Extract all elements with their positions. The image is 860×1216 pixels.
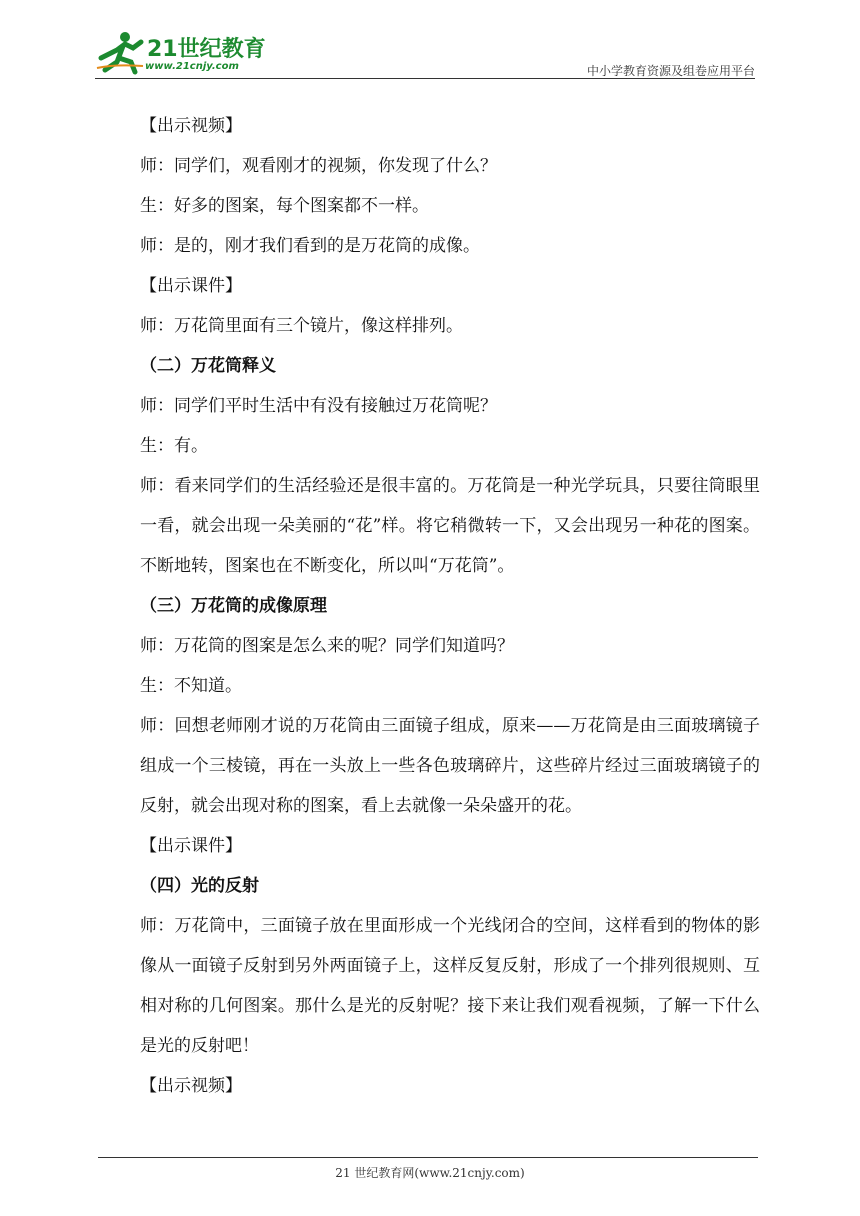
footer-divider [98,1157,758,1158]
text-paragraph: 师：万花筒的图案是怎么来的呢？同学们知道吗？ [140,636,514,656]
document-body [140,106,760,1106]
text-paragraph: 【出示视频】 [140,1076,242,1096]
text-paragraph: 师：看来同学们的生活经验还是很丰富的。万花筒是一种光学玩具，只要往筒眼里一看，就会出现一朵美丽的“花”样。将它稍微转一下，又会出现另一种花的图案。不断地转，图案也在不断变化，所以叫“万花筒”。 [140,476,760,576]
text-paragraph: 师：同学们平时生活中有没有接触过万花筒呢？ [140,396,497,416]
text-paragraph: 生：不知道。 [140,676,242,696]
runner-logo-icon [95,28,147,76]
text-paragraph: 生：有。 [140,436,208,456]
logo-text: 21世纪教育 [147,37,266,62]
page-footer: 21 世纪教育网(www.21cnjy.com) [335,1166,525,1180]
text-paragraph: 师：回想老师刚才说的万花筒由三面镜子组成，原来——万花筒是由三面玻璃镜子组成一个三棱镜，再在一头放上一些各色玻璃碎片，这些碎片经过三面玻璃镜子的反射，就会出现对称的图案，看上去就像一朵朵盛开的花。 [140,716,760,816]
text-paragraph: 【出示视频】 [140,116,242,136]
section-heading: （三）万花筒的成像原理 [140,596,327,616]
header-divider [95,78,755,79]
text-paragraph: 【出示课件】 [140,836,242,856]
text-paragraph: 师：万花筒中，三面镜子放在里面形成一个光线闭合的空间，这样看到的物体的影像从一面镜子反射到另外两面镜子上，这样反复反射，形成了一个排列很规则、互相对称的几何图案。那什么是光的反射呢？接下来让我们观看视频，了解一下什么是光的反射吧！ [140,916,760,1056]
page-header [95,28,755,80]
platform-name: 中小学教育资源及组卷应用平台 [586,64,755,78]
section-heading: （四）光的反射 [140,876,259,896]
text-paragraph: 【出示课件】 [140,276,242,296]
logo [95,28,265,76]
logo-url: www.21cnjy.com [145,61,239,72]
text-paragraph: 生：好多的图案，每个图案都不一样。 [140,196,429,216]
text-paragraph: 师：万花筒里面有三个镜片，像这样排列。 [140,316,463,336]
text-paragraph: 师：是的，刚才我们看到的是万花筒的成像。 [140,236,480,256]
text-paragraph: 师：同学们，观看刚才的视频，你发现了什么？ [140,156,497,176]
section-heading: （二）万花筒释义 [140,356,276,376]
